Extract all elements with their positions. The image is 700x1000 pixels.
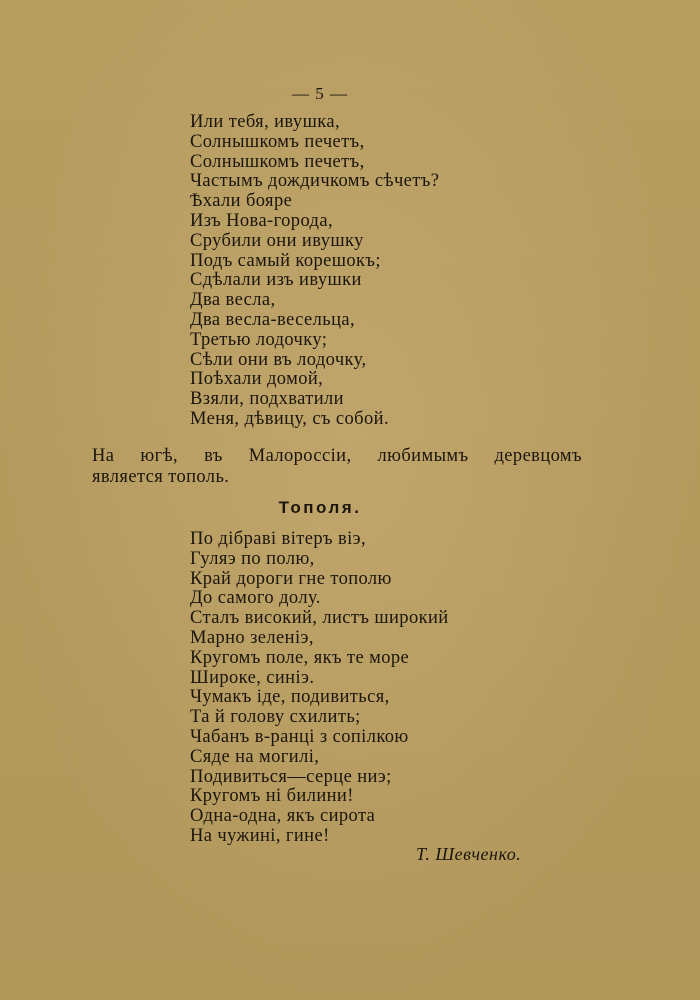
poem-line: Одна-одна, якъ сирота — [190, 806, 376, 827]
prose-paragraph — [92, 446, 582, 488]
poem-line: Гуляэ по полю, — [190, 548, 315, 569]
page-number: — 5 — — [292, 84, 348, 103]
poem-line: До самого долу. — [190, 588, 321, 609]
poem-line: Поѣхали домой, — [190, 369, 324, 390]
poem-line: Солнышкомъ печетъ, — [190, 151, 365, 172]
poem-line: Сталъ високий, листъ широкий — [190, 608, 449, 629]
poem-line: Два весла-весельца, — [190, 309, 356, 330]
poem-line: Изъ Нова-города, — [190, 210, 334, 231]
poem-topolya — [190, 530, 449, 847]
poem-line: Третью лодочку; — [190, 329, 328, 350]
poem-line: Чумакъ іде, подивиться, — [190, 687, 390, 708]
poem-line: Марно зеленіэ, — [190, 627, 314, 648]
poem-line: По дібраві вітеръ віэ, — [190, 529, 367, 549]
poem-line: Кругомъ поле, якъ те море — [190, 647, 410, 668]
poem-line: Частымъ дождичкомъ сѣчетъ? — [190, 171, 440, 192]
poem-line: Та й голову схилить; — [190, 707, 361, 728]
poem-iva — [190, 113, 439, 430]
poem-line: Сяде на могилі, — [190, 746, 320, 767]
poem-line: Сдѣлали изъ ивушки — [190, 270, 362, 291]
poem-line: Срубили они ивушку — [190, 230, 364, 251]
poem-line: Чабанъ в-ранці з сопілкою — [190, 726, 409, 747]
poem-line: Ѣхали бояре — [190, 191, 293, 212]
poem-line: Солнышкомъ печетъ, — [190, 131, 365, 152]
poem-line: Взяли, подхватили — [190, 389, 344, 410]
author-signature: Т. Шевченко. — [416, 844, 522, 864]
poem-line: Широке, синіэ. — [190, 667, 315, 688]
poem-line: Подивиться—серце ниэ; — [190, 766, 392, 787]
prose-line: является тополь. — [92, 467, 230, 487]
poem-line: Или тебя, ивушка, — [190, 112, 340, 132]
prose-line: На югѣ, въ Малороссіи, любимымъ деревцомъ — [92, 446, 582, 466]
poem-line: Подъ самый корешокъ; — [190, 250, 381, 271]
poem-line: Меня, дѣвицу, съ собой. — [190, 408, 389, 429]
poem-line: Сѣли они въ лодочку, — [190, 349, 367, 370]
poem-line: Кругомъ ні билини! — [190, 786, 354, 807]
poem-title: Тополя. — [278, 498, 362, 517]
poem-line: На чужині, гине! — [190, 825, 330, 846]
poem-line: Край дороги гне тополю — [190, 568, 392, 589]
poem-line: Два весла, — [190, 290, 276, 311]
